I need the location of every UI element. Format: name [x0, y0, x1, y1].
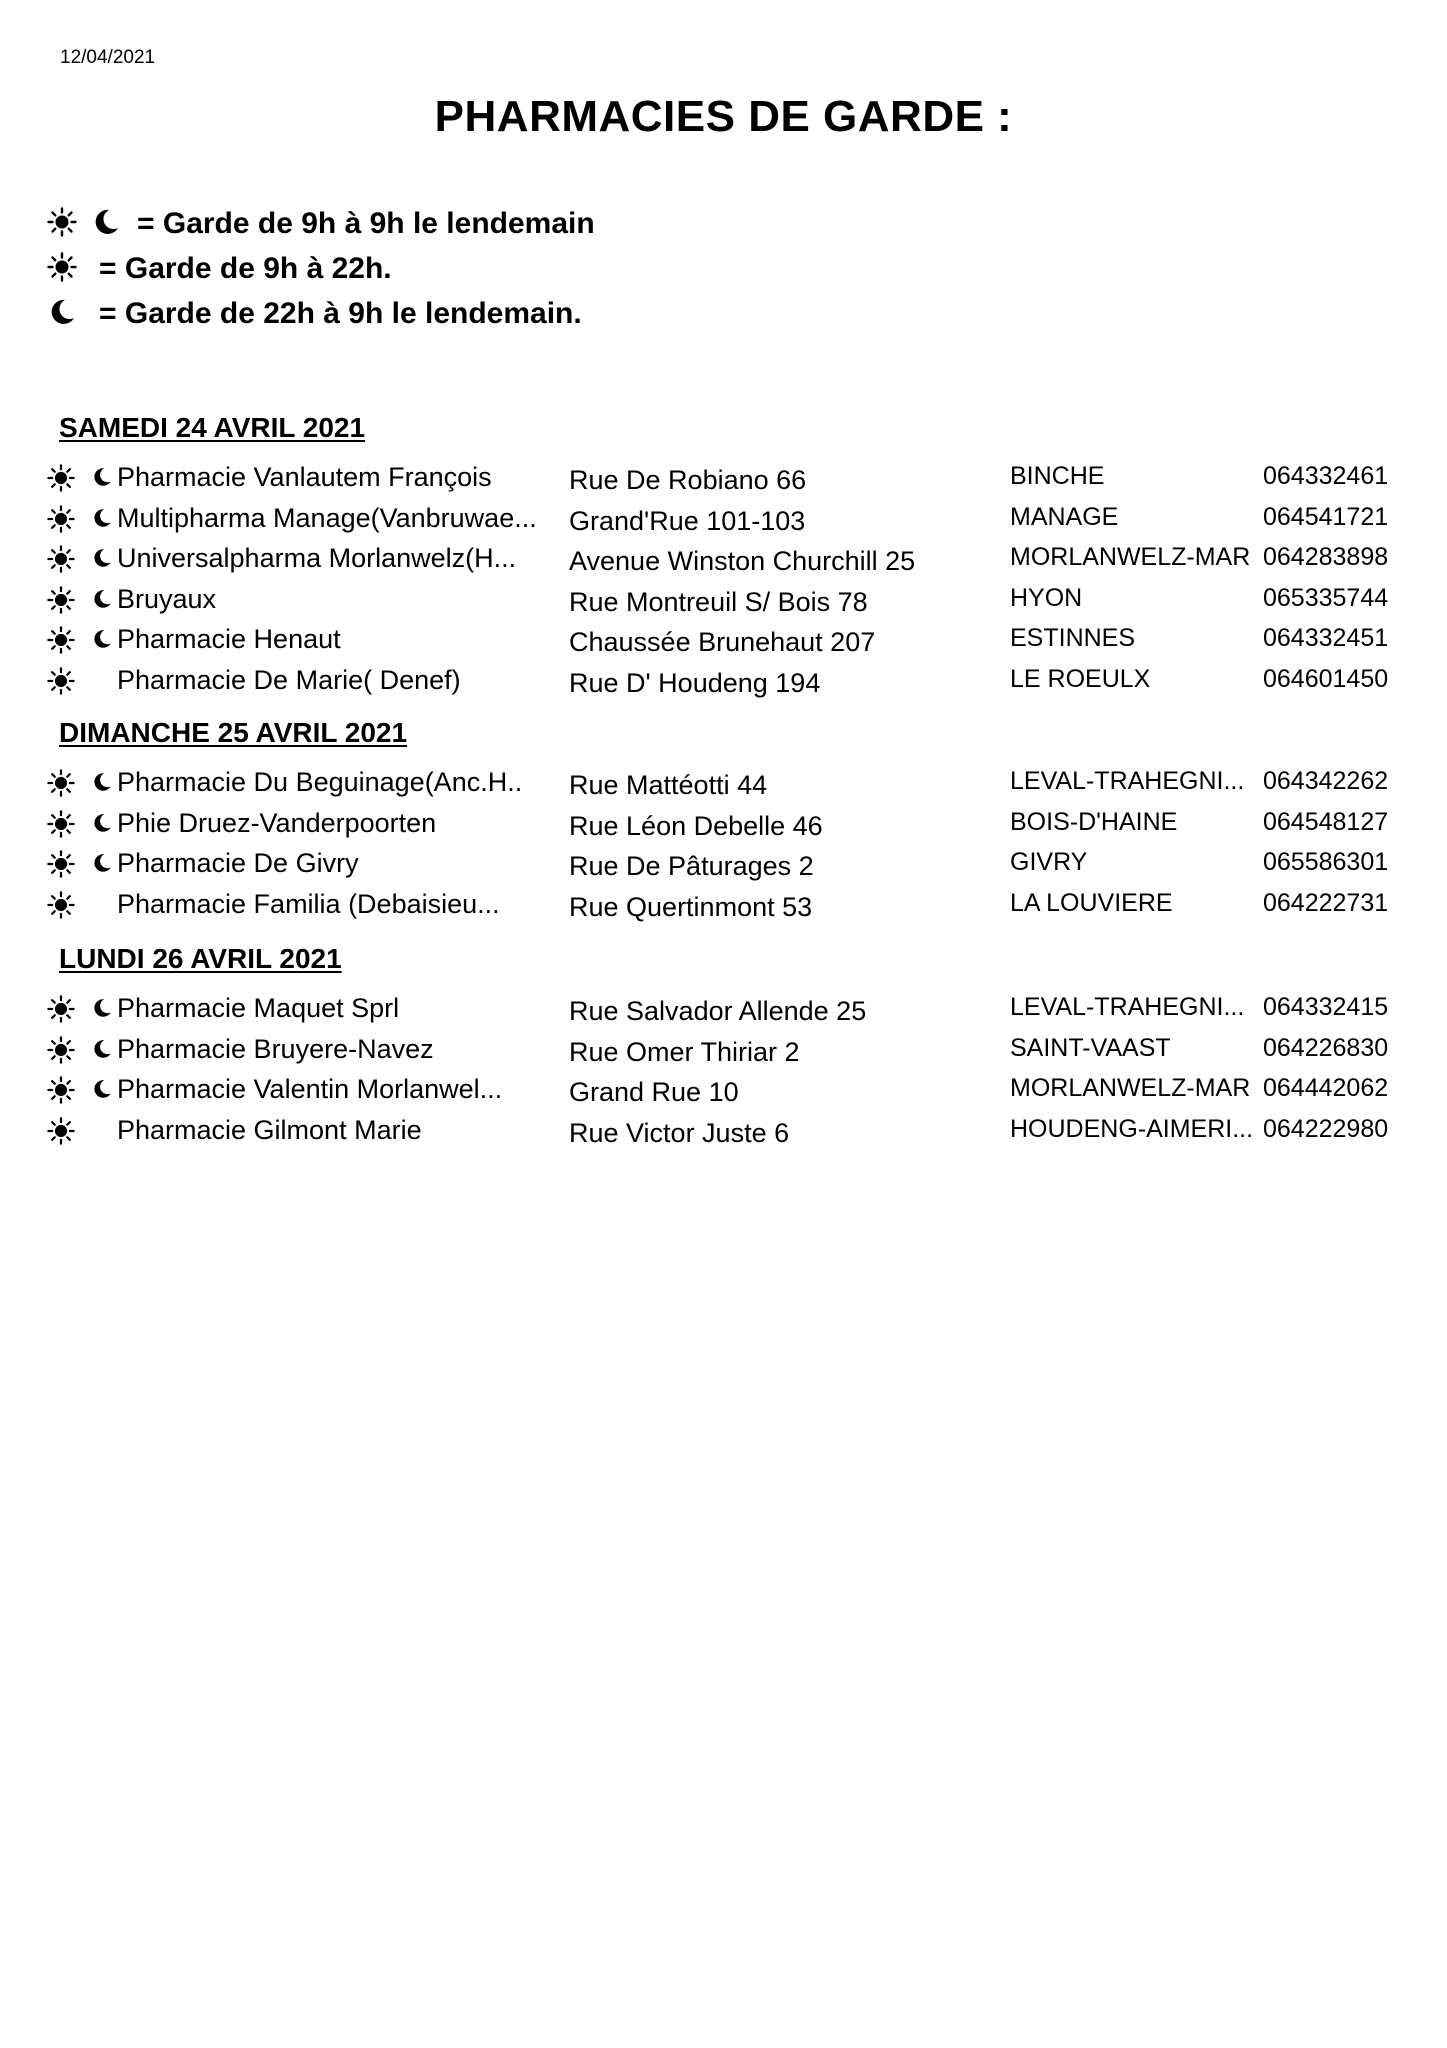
pharmacy-row: [0, 501, 1447, 541]
moon-icon: [91, 466, 113, 488]
pharmacy-phone: 064548127: [1263, 807, 1389, 836]
pharmacy-address: Rue Salvador Allende 25: [569, 996, 867, 1026]
moon-icon: [91, 507, 113, 529]
pharmacy-address: Rue Victor Juste 6: [569, 1117, 790, 1148]
moon-icon: [91, 207, 121, 237]
pharmacy-phone: 064332451: [1263, 624, 1389, 652]
print-date: 12/04/2021: [60, 47, 156, 68]
pharmacy-row: [0, 846, 1447, 886]
pharmacy-row: [0, 991, 1447, 1031]
pharmacy-phone: 064222731: [1263, 888, 1389, 917]
pharmacy-address: Rue De Pâturages 2: [569, 851, 814, 881]
pharmacy-address: Grand Rue 10: [569, 1077, 739, 1107]
pharmacy-phone: 064283898: [1263, 543, 1389, 571]
pharmacy-row: [0, 663, 1447, 703]
pharmacy-address: Avenue Winston Churchill 25: [569, 546, 916, 576]
sun-icon: [47, 667, 75, 695]
pharmacy-name: Pharmacie Du Beguinage(Anc.H..: [117, 767, 523, 797]
pharmacy-address: Chaussée Brunehaut 207: [569, 627, 876, 657]
pharmacy-row: [0, 887, 1447, 927]
pharmacy-city: GIVRY: [1010, 848, 1088, 876]
sun-icon: [47, 207, 77, 237]
moon-icon: [91, 812, 113, 834]
pharmacy-row: [0, 765, 1447, 805]
pharmacy-city: HOUDENG-AIMERI...: [1010, 1114, 1254, 1143]
pharmacy-name: Pharmacie Gilmont Marie: [117, 1114, 422, 1145]
sun-icon: [47, 1117, 75, 1145]
legend-text: = Garde de 9h à 22h.: [99, 252, 392, 285]
pharmacy-address: Rue De Robiano 66: [569, 465, 807, 495]
pharmacy-city: LA LOUVIERE: [1010, 888, 1173, 917]
sun-icon: [47, 891, 75, 919]
day-heading: DIMANCHE 25 AVRIL 2021: [59, 717, 408, 748]
pharmacy-city: LE ROEULX: [1010, 664, 1151, 693]
sun-icon: [47, 850, 75, 878]
pharmacy-phone: 064226830: [1263, 1033, 1389, 1062]
pharmacy-address: Rue Quertinmont 53: [569, 891, 813, 922]
pharmacy-name: Pharmacie Henaut: [117, 624, 341, 654]
pharmacy-name: Pharmacie Bruyere-Navez: [117, 1033, 434, 1064]
moon-icon: [91, 997, 113, 1019]
pharmacy-row: [0, 1032, 1447, 1072]
pharmacy-address: Rue Montreuil S/ Bois 78: [569, 586, 868, 617]
page-title: PHARMACIES DE GARDE :: [434, 92, 1013, 141]
sun-icon: [47, 626, 75, 654]
pharmacy-address: Grand'Rue 101-103: [569, 505, 806, 536]
pharmacy-name: Pharmacie De Givry: [117, 848, 359, 878]
pharmacy-row: [0, 460, 1447, 500]
sun-icon: [47, 995, 75, 1023]
pharmacy-address: Rue Omer Thiriar 2: [569, 1036, 800, 1067]
pharmacy-city: ESTINNES: [1010, 624, 1136, 652]
pharmacy-phone: 064541721: [1263, 502, 1389, 531]
sun-icon: [47, 586, 75, 614]
pharmacy-phone: 064442062: [1263, 1074, 1389, 1102]
pharmacy-name: Pharmacie Vanlautem François: [117, 462, 492, 492]
day-heading: SAMEDI 24 AVRIL 2021: [59, 412, 366, 443]
pharmacy-row: [0, 622, 1447, 662]
pharmacy-name: Pharmacie Maquet Sprl: [117, 993, 400, 1023]
legend-text: = Garde de 22h à 9h le lendemain.: [99, 297, 582, 330]
sun-icon: [47, 252, 77, 282]
pharmacy-phone: 064601450: [1263, 664, 1389, 693]
pharmacy-city: MORLANWELZ-MAR: [1010, 543, 1251, 571]
pharmacy-row: [0, 1113, 1447, 1153]
pharmacy-phone: 065335744: [1263, 583, 1389, 612]
pharmacy-phone: 064332461: [1263, 462, 1389, 490]
sun-icon: [47, 1076, 75, 1104]
moon-icon: [91, 771, 113, 793]
sun-icon: [47, 464, 75, 492]
legend-text: = Garde de 9h à 9h le lendemain: [137, 207, 595, 240]
pharmacy-city: LEVAL-TRAHEGNI...: [1010, 767, 1245, 795]
moon-icon: [91, 1038, 113, 1060]
pharmacy-city: LEVAL-TRAHEGNI...: [1010, 993, 1245, 1021]
moon-icon: [91, 628, 113, 650]
pharmacy-phone: 064342262: [1263, 767, 1389, 795]
pharmacy-row: [0, 582, 1447, 622]
pharmacy-city: BINCHE: [1010, 462, 1105, 490]
pharmacy-phone: 064332415: [1263, 993, 1389, 1021]
moon-icon: [47, 297, 77, 327]
pharmacy-address: Rue D' Houdeng 194: [569, 667, 821, 698]
pharmacy-name: Pharmacie Valentin Morlanwel...: [117, 1074, 503, 1104]
moon-icon: [91, 547, 113, 569]
pharmacy-phone: 064222980: [1263, 1114, 1389, 1143]
pharmacy-row: [0, 806, 1447, 846]
pharmacy-phone: 065586301: [1263, 848, 1389, 876]
pharmacy-address: Rue Léon Debelle 46: [569, 810, 823, 841]
moon-icon: [91, 1078, 113, 1100]
sun-icon: [47, 505, 75, 533]
sun-icon: [47, 769, 75, 797]
sun-icon: [47, 1036, 75, 1064]
pharmacy-city: SAINT-VAAST: [1010, 1033, 1171, 1062]
pharmacy-name: Pharmacie De Marie( Denef): [117, 664, 461, 695]
moon-icon: [91, 588, 113, 610]
sun-icon: [47, 810, 75, 838]
pharmacy-city: MANAGE: [1010, 502, 1119, 531]
pharmacy-name: Pharmacie Familia (Debaisieu...: [117, 888, 500, 919]
pharmacy-name: Bruyaux: [117, 583, 217, 614]
pharmacy-address: Rue Mattéotti 44: [569, 770, 768, 800]
moon-icon: [91, 852, 113, 874]
pharmacy-city: MORLANWELZ-MAR: [1010, 1074, 1251, 1102]
pharmacy-row: [0, 1072, 1447, 1112]
pharmacy-name: Phie Druez-Vanderpoorten: [117, 807, 437, 838]
pharmacy-name: Universalpharma Morlanwelz(H...: [117, 543, 517, 573]
pharmacy-name: Multipharma Manage(Vanbruwae...: [117, 502, 537, 533]
pharmacy-row: [0, 541, 1447, 581]
sun-icon: [47, 545, 75, 573]
day-heading: LUNDI 26 AVRIL 2021: [59, 943, 342, 974]
pharmacy-city: BOIS-D'HAINE: [1010, 807, 1178, 836]
pharmacy-city: HYON: [1010, 583, 1083, 612]
